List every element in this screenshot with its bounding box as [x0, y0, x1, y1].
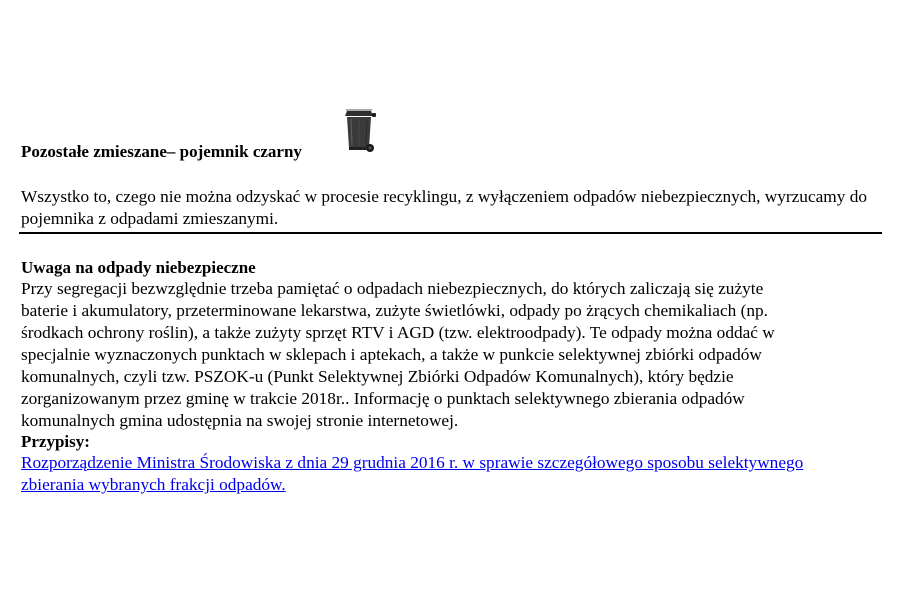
hazardous-line: zorganizowanym przez gminę w trakcie 2018r.. Informację o punktach selektywnego zbierania odpadów [21, 389, 745, 408]
hazardous-waste-body [21, 278, 881, 432]
hazardous-line: specjalnie wyznaczonych punktach w sklepach i aptekach, a także w punkcie selektywnej zbiórki odpadów [21, 345, 762, 364]
regulation-link-line[interactable]: Rozporządzenie Ministra Środowiska z dnia 29 grudnia 2016 r. w sprawie szczegółowego sposobu selektywnego [21, 453, 804, 472]
footnotes-title: Przypisy: [21, 432, 90, 451]
section-divider [19, 232, 882, 234]
regulation-link-line[interactable]: zbierania wybranych frakcji odpadów. [21, 475, 286, 494]
hazardous-line: Przy segregacji bezwzględnie trzeba pamiętać o odpadach niebezpiecznych, do których zaliczają się zużyte [21, 279, 764, 298]
mixed-waste-heading: Pozostałe zmieszane– pojemnik czarny [21, 142, 302, 161]
hazardous-line: środkach ochrony roślin), a także zużyty sprzęt RTV i AGD (tzw. elektroodpady). Te odpady można oddać w [21, 323, 775, 342]
hazardous-line: baterie i akumulatory, przeterminowane lekarstwa, zużyte świetlówki, odpady po żrących chemikaliach (np. [21, 301, 768, 320]
hazardous-line: komunalnych, czyli tzw. PSZOK-u (Punkt Selektywnej Zbiórki Odpadów Komunalnych), który będzie [21, 367, 734, 386]
black-wheelie-bin-icon [341, 108, 379, 154]
mixed-waste-heading-row [21, 108, 501, 161]
mixed-waste-description: Wszystko to, czego nie można odzyskać w procesie recyklingu, z wyłączeniem odpadów niebezpiecznych, wyrzucamy do pojemnika z odpadami zmieszanymi. [21, 187, 867, 228]
hazardous-waste-title: Uwaga na odpady niebezpieczne [21, 258, 256, 277]
hazardous-line: komunalnych gmina udostępnia na swojej stronie internetowej. [21, 411, 459, 430]
regulation-link[interactable] [21, 452, 891, 496]
